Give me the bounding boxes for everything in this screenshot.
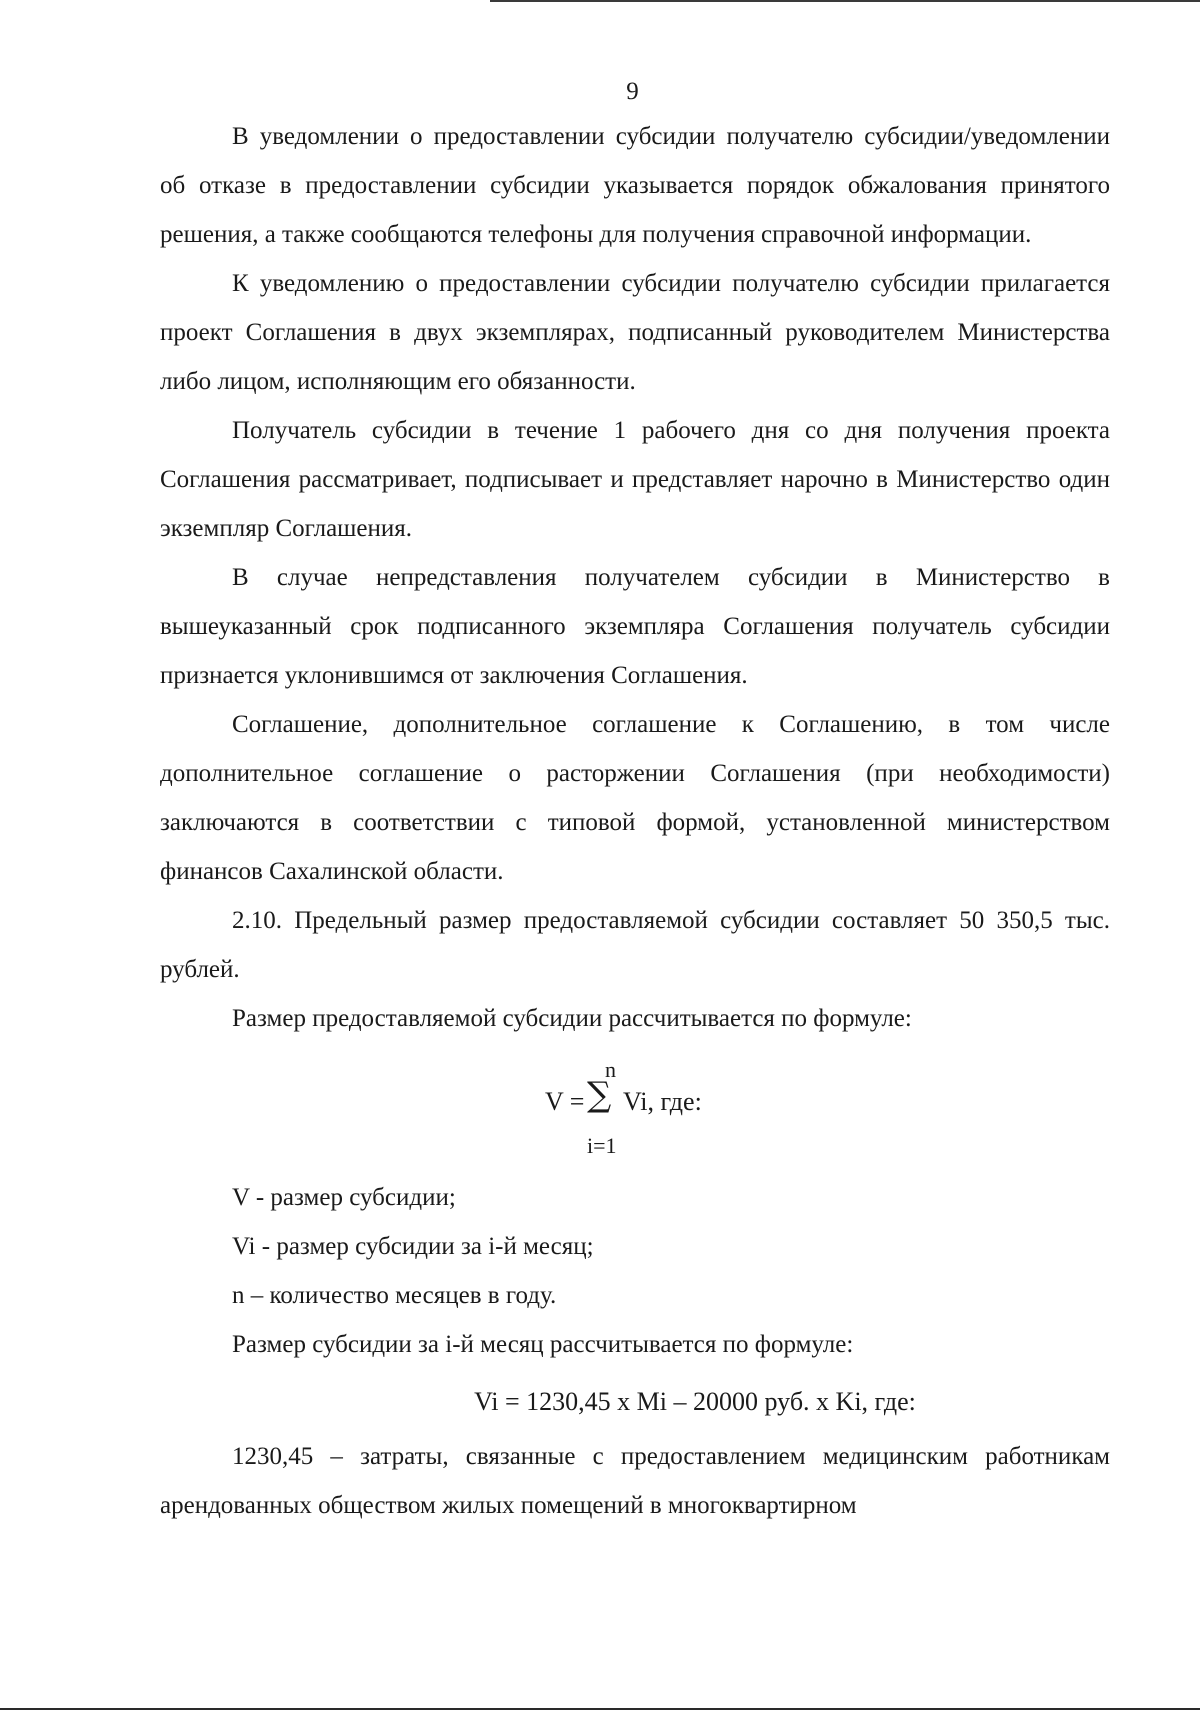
sum-left-side: V = [545, 1087, 585, 1116]
definition-vi: Vi - размер субсидии за i-й месяц; [232, 1233, 594, 1260]
formula2-intro: Размер субсидии за i-й месяц рассчитывается по формуле: [232, 1331, 854, 1358]
sum-formula [160, 1049, 1110, 1167]
paragraph-agreement-draft: К уведомлению о предоставлении субсидии получателю субсидии прилагается проект Соглашения в двух экземплярах, подписанный руководителем Министерства либо лицом, исполняющим его обязанности. [160, 270, 1110, 395]
paragraph-notification: В уведомлении о предоставлении субсидии получателю субсидии/уведомлении об отказе в предоставлении субсидии указывается порядок обжалования принятого решения, а также сообщаются телефоны для получения справочной информации. [160, 123, 1110, 248]
paragraph-cost-definition: 1230,45 – затраты, связанные с предоставлением медицинским работникам арендованных обществом жилых помещений в многоквартирном [160, 1443, 1110, 1519]
top-edge-rule [490, 0, 1200, 2]
definition-n: n – количество месяцев в году. [232, 1282, 557, 1309]
monthly-formula: Vi = 1230,45 х Mi – 20000 руб. х Ki, где: [474, 1387, 916, 1416]
sum-right-side: Vi, где: [623, 1087, 702, 1116]
bottom-edge-rule [0, 1708, 1200, 1710]
paragraph-recipient-signing: Получатель субсидии в течение 1 рабочего дня со дня получения проекта Соглашения рассматривает, подписывает и представляет нарочно в Министерство один экземпляр Соглашения. [160, 417, 1110, 542]
sum-upper-limit: n [605, 1057, 616, 1082]
definition-v: V - размер субсидии; [232, 1184, 456, 1211]
paragraph-standard-form: Соглашение, дополнительное соглашение к Соглашению, в том числе дополнительное соглашение о расторжении Соглашения (при необходимости) заключаются в соответствии с типовой формой, установленной министерством финансов Сахалинской области. [160, 711, 1110, 885]
sigma-symbol: ∑ [587, 1075, 612, 1115]
paragraph-formula-intro: Размер предоставляемой субсидии рассчитывается по формуле: [232, 1005, 912, 1032]
document-body [160, 112, 1110, 1530]
paragraph-non-submission: В случае непредставления получателем субсидии в Министерство в вышеуказанный срок подписанного экземпляра Соглашения получатель субсидии признается уклонившимся от заключения Соглашения. [160, 564, 1110, 689]
page-number: 9 [626, 78, 639, 105]
paragraph-subsidy-limit: 2.10. Предельный размер предоставляемой субсидии составляет 50 350,5 тыс. рублей. [160, 907, 1110, 983]
sum-lower-limit: i=1 [587, 1133, 617, 1158]
